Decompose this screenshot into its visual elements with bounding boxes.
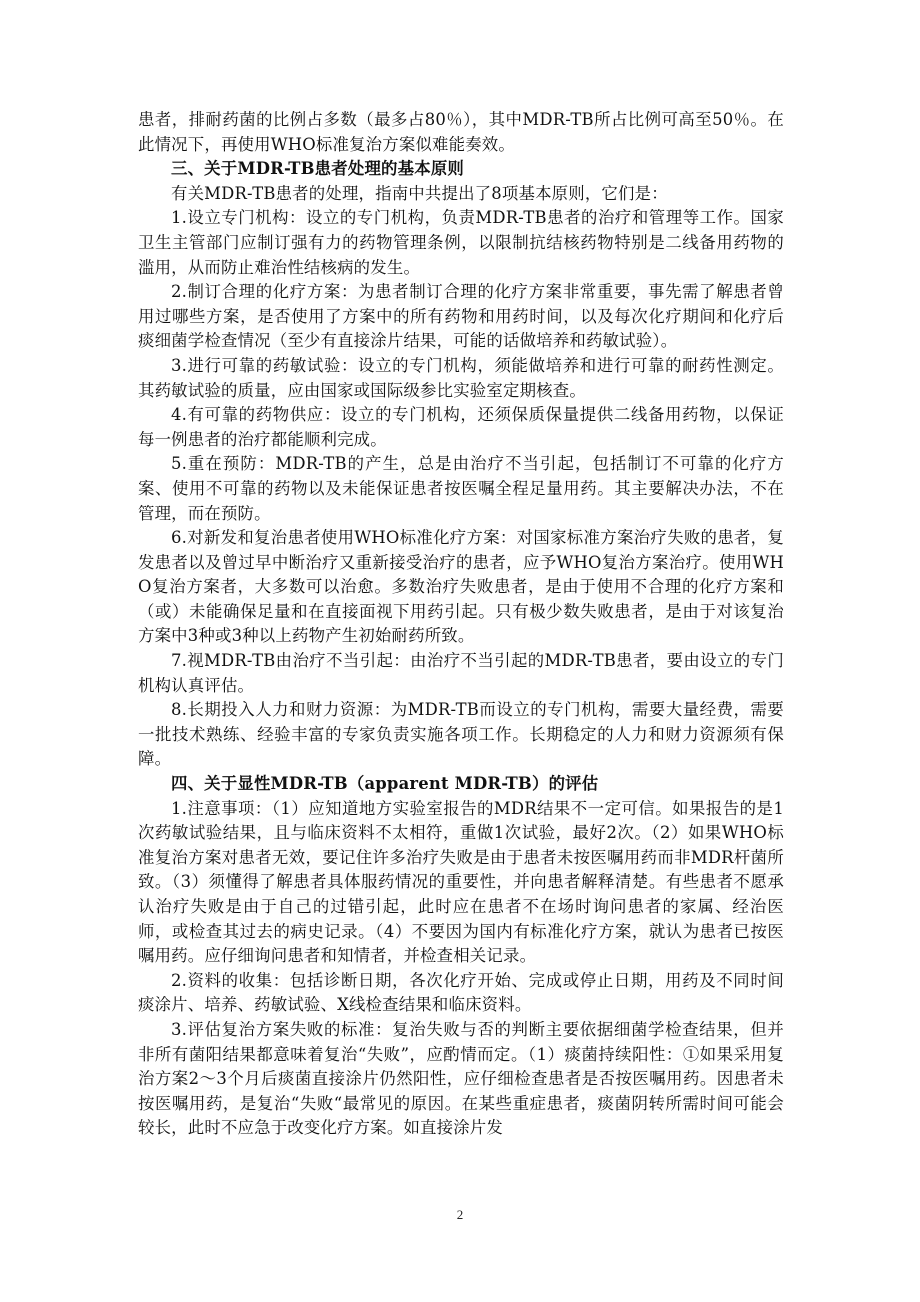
- principle-2: 2.制订合理的化疗方案：为患者制订合理的化疗方案非常重要，事先需了解患者曾用过哪些方案，是否使用了方案中的所有药物和用药时间，以及每次化疗期间和化疗后痰细菌学检查情况（至少有直接涂片结果，可能的话做培养和药敏试验）。: [138, 282, 784, 351]
- principle-8: 8.长期投入人力和财力资源：为MDR-TB而设立的专门机构，需要大量经费，需要一批技术熟练、经验丰富的专家负责实施各项工作。长期稳定的人力和财力资源须有保障。: [138, 700, 784, 769]
- paragraph-intro: 有关MDR-TB患者的处理，指南中共提出了8项基本原则，它们是：: [171, 183, 668, 203]
- section-heading-three: 三、关于MDR-TB患者处理的基本原则: [171, 159, 464, 179]
- document-page: [138, 108, 784, 1141]
- principle-1: 1.设立专门机构：设立的专门机构，负责MDR-TB患者的治疗和管理等工作。国家卫生主管部门应制订强有力的药物管理条例，以限制抗结核药物特别是二线备用药物的滥用，从而防止难治性结核病的发生。: [138, 208, 784, 277]
- assessment-item-1: 1.注意事项：（1）应知道地方实验室报告的MDR结果不一定可信。如果报告的是1次药敏试验结果，且与临床资料不太相符，重做1次试验，最好2次。（2）如果WHO标准复治方案对患者无效，要记住许多治疗失败是由于患者未按医嘱用药而非MDR杆菌所致。（3）须懂得了解患者具体服药情况的重要性，并向患者解释清楚。有些患者不愿承认治疗失败是由于自己的过错引起，此时应在患者不在场时询问患者的家属、经治医师，或检查其过去的病史记录。（4）不要因为国内有标准化疗方案，就认为患者已按医嘱用药。应仔细询问患者和知情者，并检查相关记录。: [138, 798, 784, 966]
- principle-6: 6.对新发和复治患者使用WHO标准化疗方案：对国家标准方案治疗失败的患者，复发患者以及曾过早中断治疗又重新接受治疗的患者，应予WHO复治方案治疗。使用WHO复治方案者，大多数可以治愈。多数治疗失败患者，是由于使用不合理的化疗方案和（或）未能确保足量和在直接面视下用药引起。只有极少数失败患者，是由于对该复治方案中3种或3种以上药物产生初始耐药所致。: [138, 528, 784, 646]
- principle-4: 4.有可靠的药物供应：设立的专门机构，还须保质保量提供二线备用药物，以保证每一例患者的治疗都能顺利完成。: [138, 405, 784, 449]
- assessment-item-3: 3.评估复治方案失败的标准：复治失败与否的判断主要依据细菌学检查结果，但并非所有菌阳结果都意味着复治“失败”，应酌情而定。（1）痰菌持续阳性：①如果采用复治方案2～3个月后痰菌直接涂片仍然阳性，应仔细检查患者是否按医嘱用药。因患者未按医嘱用药，是复治“失败“最常见的原因。在某些重症患者，痰菌阴转所需时间可能会较长，此时不应急于改变化疗方案。如直接涂片发: [138, 1019, 784, 1138]
- principle-3: 3.进行可靠的药敏试验：设立的专门机构，须能做培养和进行可靠的耐药性测定。其药敏试验的质量，应由国家或国际级参比实验室定期核查。: [138, 355, 784, 400]
- paragraph-continuation: 患者，排耐药菌的比例占多数（最多占80％），其中MDR-TB所占比例可高至50％。在此情况下，再使用WHO标准复治方案似难能奏效。: [138, 110, 784, 154]
- principle-5: 5.重在预防：MDR-TB的产生，总是由治疗不当引起，包括制订不可靠的化疗方案、使用不可靠的药物以及未能保证患者按医嘱全程足量用药。其主要解决办法，不在管理，而在预防。: [138, 454, 784, 523]
- page-number: 2: [456, 1207, 464, 1222]
- principle-7: 7.视MDR-TB由治疗不当引起：由治疗不当引起的MDR-TB患者，要由设立的专门机构认真评估。: [138, 651, 784, 695]
- assessment-item-2: 2.资料的收集：包括诊断日期，各次化疗开始、完成或停止日期，用药及不同时间痰涂片、培养、药敏试验、X线检查结果和临床资料。: [138, 970, 784, 1015]
- section-heading-four: 四、关于显性MDR-TB（apparent MDR-TB）的评估: [171, 774, 599, 794]
